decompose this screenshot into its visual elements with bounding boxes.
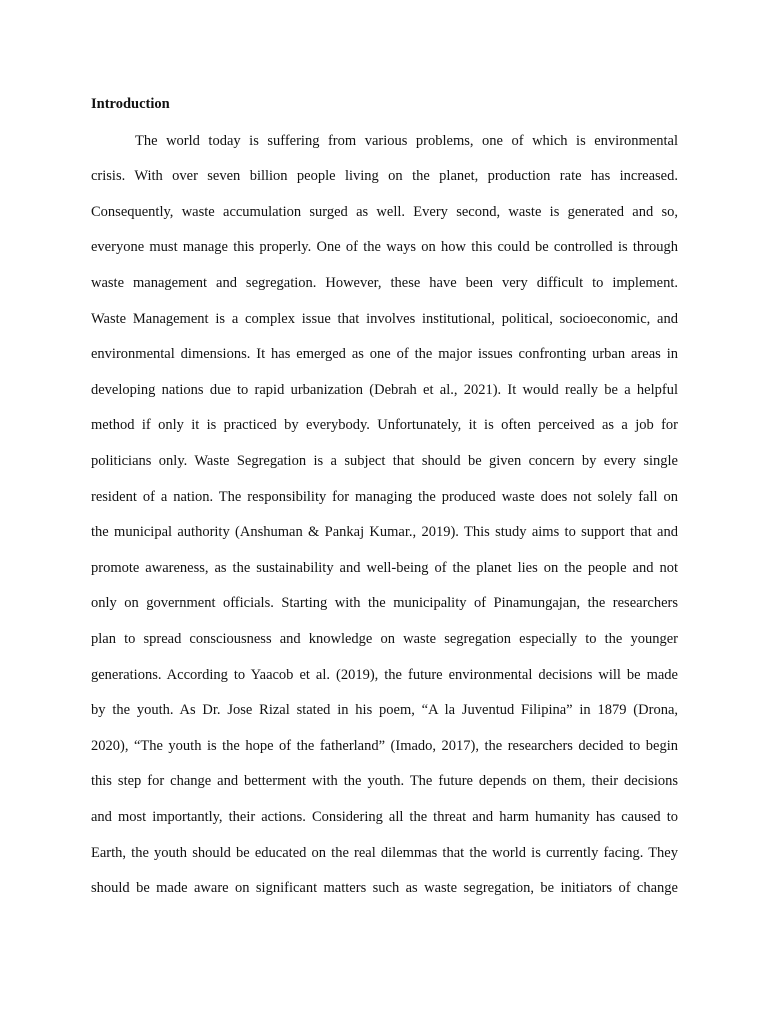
paragraph-line: method if only it is practiced by everybody. Unfortunately, it is often perceived as a job for — [91, 417, 678, 433]
paragraph-line: politicians only. Waste Segregation is a subject that should be given concern by every single — [91, 453, 678, 469]
paragraph-line: the municipal authority (Anshuman & Pankaj Kumar., 2019). This study aims to support that and — [91, 524, 678, 540]
paragraph-line: Earth, the youth should be educated on the real dilemmas that the world is currently facing. They — [91, 845, 678, 861]
paragraph-line: and most importantly, their actions. Considering all the threat and harm humanity has caused to — [91, 809, 678, 825]
paragraph-line: this step for change and betterment with the youth. The future depends on them, their decisions — [91, 773, 678, 789]
paragraph-line: 2020), “The youth is the hope of the fatherland” (Imado, 2017), the researchers decided to begin — [91, 738, 678, 754]
paragraph-line: environmental dimensions. It has emerged as one of the major issues confronting urban areas in — [91, 346, 678, 362]
paragraph-line: developing nations due to rapid urbanization (Debrah et al., 2021). It would really be a helpful — [91, 382, 678, 398]
paragraph-line: plan to spread consciousness and knowledge on waste segregation especially to the younger — [91, 631, 678, 647]
paragraph-line: everyone must manage this properly. One of the ways on how this could be controlled is through — [91, 239, 678, 255]
section-heading: Introduction — [91, 96, 170, 112]
paragraph-line: crisis. With over seven billion people living on the planet, production rate has increased. — [91, 168, 678, 184]
paragraph-line: should be made aware on significant matters such as waste segregation, be initiators of change — [91, 880, 678, 896]
paragraph-line: resident of a nation. The responsibility for managing the produced waste does not solely fall on — [91, 489, 678, 505]
paragraph-line: The world today is suffering from various problems, one of which is environmental — [135, 133, 678, 149]
paragraph-line: only on government officials. Starting with the municipality of Pinamungajan, the researchers — [91, 595, 678, 611]
paragraph-line: generations. According to Yaacob et al. (2019), the future environmental decisions will be made — [91, 667, 678, 683]
paragraph-line: waste management and segregation. However, these have been very difficult to implement. — [91, 275, 678, 291]
paragraph-line: promote awareness, as the sustainability and well-being of the planet lies on the people and not — [91, 560, 678, 576]
paragraph-line: Waste Management is a complex issue that involves institutional, political, socioeconomic, and — [91, 311, 678, 327]
paragraph-line: by the youth. As Dr. Jose Rizal stated in his poem, “A la Juventud Filipina” in 1879 (Drona, — [91, 702, 678, 718]
paragraph-line: Consequently, waste accumulation surged as well. Every second, waste is generated and so, — [91, 204, 678, 220]
